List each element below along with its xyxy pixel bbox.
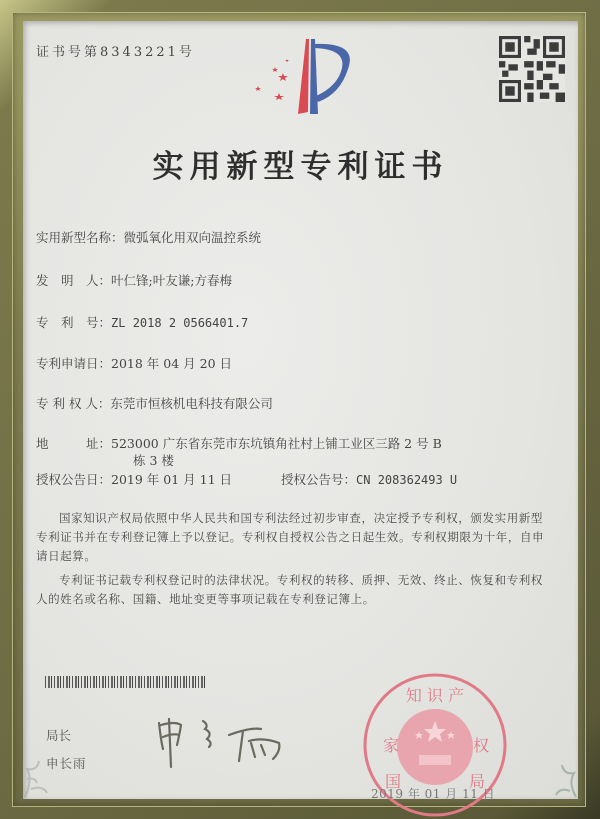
field-value: 叶仁锋;叶友谦;方春梅 [111, 273, 232, 288]
field-address [36, 434, 442, 452]
field-utility-model-name [36, 228, 261, 246]
field-label: 实用新型名称： [36, 230, 124, 245]
field-label: 专 利 号： [36, 315, 112, 330]
field-label: 授权公告号： [281, 472, 357, 487]
field-label: 发 明 人： [36, 273, 112, 288]
field-label: 专 利 权 人： [36, 396, 111, 411]
field-value: 微弧氧化用双向温控系统 [123, 230, 262, 245]
field-value: CN 208362493 U [356, 473, 458, 487]
svg-text:知 识 产: 知 识 产 [405, 686, 465, 705]
field-value: 东莞市恒核机电科技有限公司 [110, 396, 273, 411]
field-value: ZL 2018 2 0566401.7 [111, 316, 249, 330]
corner-ornament-icon [23, 749, 63, 799]
field-patentee [36, 394, 273, 412]
svg-text:权: 权 [473, 736, 490, 755]
legal-paragraph-status: 专利证书记载专利权登记时的法律状况。专利权的转移、质押、无效、终止、恢复和专利权人的姓名或名称、国籍、地址变更等事项记载在专利登记簿上。 [36, 573, 543, 606]
cnipa-logo-icon [248, 34, 358, 129]
field-application-date [36, 354, 232, 372]
field-inventor [36, 271, 232, 289]
certificate-number: 证书号第8343221号 [36, 45, 195, 60]
field-grant-publication-date [36, 470, 232, 488]
field-value: 523000 广东省东莞市东坑镇角社村上铺工业区三路 2 号 B [111, 436, 442, 451]
legal-paragraph-grant: 国家知识产权局依照中华人民共和国专利法经过初步审查，决定授予专利权，颁发实用新型专利证书并在专利登记簿上予以登记。专利权自授权公告之日起生效。专利权期限为十年，自申请日起算。 [36, 511, 545, 563]
corner-ornament-icon [548, 759, 578, 799]
field-label: 专利申请日： [36, 356, 112, 371]
qr-code-icon [499, 36, 565, 102]
director-title: 局长 [46, 728, 72, 743]
certificate-title: 实用新型专利证书 [152, 149, 449, 185]
svg-text:家: 家 [383, 736, 400, 755]
svg-text:国: 国 [385, 772, 402, 791]
director-signature-icon [151, 711, 291, 771]
seal-date: 2019 年 01 月 11 日 [371, 787, 496, 801]
field-address-line2: 栋 3 楼 [133, 453, 174, 468]
field-label: 地 址： [36, 436, 112, 451]
field-patent-number [36, 313, 248, 331]
field-value: 2018 年 04 月 20 日 [111, 356, 233, 371]
director-name: 申长雨 [46, 756, 87, 771]
svg-text:局: 局 [469, 772, 486, 791]
field-value: 2019 年 01 月 11 日 [111, 472, 233, 487]
barcode-icon [45, 676, 205, 688]
certificate-paper [23, 21, 578, 799]
field-label: 授权公告日： [36, 472, 112, 487]
field-grant-publication-number [281, 470, 457, 488]
